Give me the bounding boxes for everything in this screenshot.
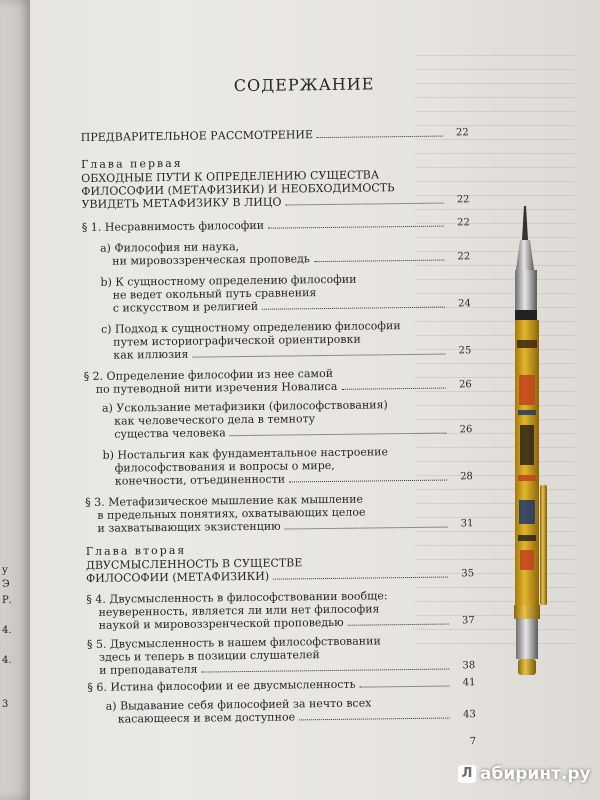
pen-top	[516, 619, 538, 659]
toc-entry-s1: § 1. Несравнимость философии 22	[81, 217, 470, 234]
chapter-label: Глава первая	[80, 156, 183, 171]
toc-entry-s1a: а) Философия ни наука, ни мировоззренческая проповедь 22	[100, 240, 471, 268]
table-of-contents	[80, 73, 476, 753]
pen-pattern-band	[518, 535, 536, 541]
dot-leader	[314, 260, 444, 263]
pen-pattern-band	[520, 550, 534, 570]
dot-leader	[341, 388, 445, 390]
dot-leader	[360, 686, 450, 688]
facing-page-char: Э	[2, 579, 10, 590]
pen-clip	[540, 485, 547, 605]
pen-grip	[515, 270, 537, 310]
dot-leader	[285, 527, 448, 530]
pen-pattern-band	[519, 500, 535, 524]
pen-cone	[516, 240, 534, 270]
toc-chapter-2: Глава вторая ДВУСМЫСЛЕННОСТЬ В СУЩЕСТВЕ ФИЛОСОФИИ (МЕТАФИЗИКИ) 35	[86, 540, 474, 585]
toc-chapter-1: Глава первая ОБХОДНЫЕ ПУТИ К ОПРЕДЕЛЕНИЮ СУЩЕСТВА ФИЛОСОФИИ (МЕТАФИЗИКИ) И НЕОБХОДИМОСТЬ УВИДЕТЬ МЕТАФИЗИКУ В ЛИЦО 22	[81, 153, 470, 211]
pen-pattern-band	[519, 375, 535, 405]
dot-leader	[317, 136, 443, 139]
dot-leader	[289, 480, 447, 483]
dot-leader	[268, 226, 444, 229]
pen-pattern-band	[517, 340, 537, 348]
pen-pattern-band	[520, 425, 534, 465]
watermark-text: абиринт.ру	[480, 764, 591, 784]
pen-band	[514, 605, 540, 619]
pen-cap-end	[518, 659, 536, 675]
pen-ring	[515, 310, 537, 320]
dot-leader	[262, 307, 445, 310]
pen-photo	[510, 200, 558, 700]
dot-leader	[273, 577, 448, 580]
facing-page-edge	[0, 0, 34, 800]
toc-entry-s2b: b) Ностальгия как фундаментальное настроение философствования и вопросы о мире, конечности, отъединенности 28	[102, 445, 473, 488]
dot-leader	[348, 624, 449, 626]
page-number: 7	[469, 736, 477, 748]
toc-entry-s1b: b) К сущностному определению философии не ведет окольный путь сравнения с искусством и религией 24	[100, 272, 471, 315]
toc-entry-s6: § 6. Истина философии и ее двусмысленность 41	[87, 677, 476, 694]
facing-page-char: 4.	[2, 625, 12, 636]
toc-entry-s6a: а) Выдавание себя философией за нечто всех касающееся и всем доступное 43	[105, 696, 476, 726]
dot-leader	[230, 433, 447, 437]
facing-page-char: у	[2, 565, 8, 576]
toc-entry-s3: § 3. Метафизическое мышление как мышление в предельных понятиях, охватывающих целое и захватывающих экзистенцию 31	[85, 492, 474, 535]
toc-entry-s1c: c) Подход к сущностному определению философии путем историографической ориентировки как иллюзия 25	[100, 319, 472, 362]
watermark	[458, 764, 591, 784]
chapter-label: Глава вторая	[85, 543, 187, 558]
toc-entry-s2: § 2. Определение философии из нее самой по путеводной нити изречения Новалиса 26	[83, 366, 472, 396]
watermark-logo-icon: Л	[458, 765, 476, 783]
facing-page-char: 4.	[2, 655, 12, 666]
pen-pattern-band	[518, 475, 536, 481]
toc-entry-s5: § 5. Двусмысленность в нашем философствовании здесь и теперь в позиции слушателей и преподавателя 38	[86, 634, 476, 677]
dot-leader	[202, 669, 450, 673]
facing-page-char: Р.	[2, 595, 12, 606]
toc-title: СОДЕРЖАНИЕ	[233, 74, 375, 96]
dot-leader	[299, 718, 450, 721]
pen-pattern-band	[518, 410, 536, 415]
toc-entry-s2a: а) Ускользание метафизики (философствования) как человеческого дела в темноту существа человека 26	[101, 398, 473, 441]
dot-leader	[192, 354, 445, 358]
toc-entry-preliminary: ПРЕДВАРИТЕЛЬНОЕ РАССМОТРЕНИЕ 22	[80, 127, 469, 144]
dot-leader	[285, 203, 443, 206]
facing-page-char: 3	[2, 699, 9, 710]
pen-tip	[522, 206, 528, 240]
toc-entry-s4: § 4. Двусмысленность в философствовании вообще: неуверенность, является ли или нет философия наукой и мировоззренческой проповедью 37	[86, 589, 475, 632]
